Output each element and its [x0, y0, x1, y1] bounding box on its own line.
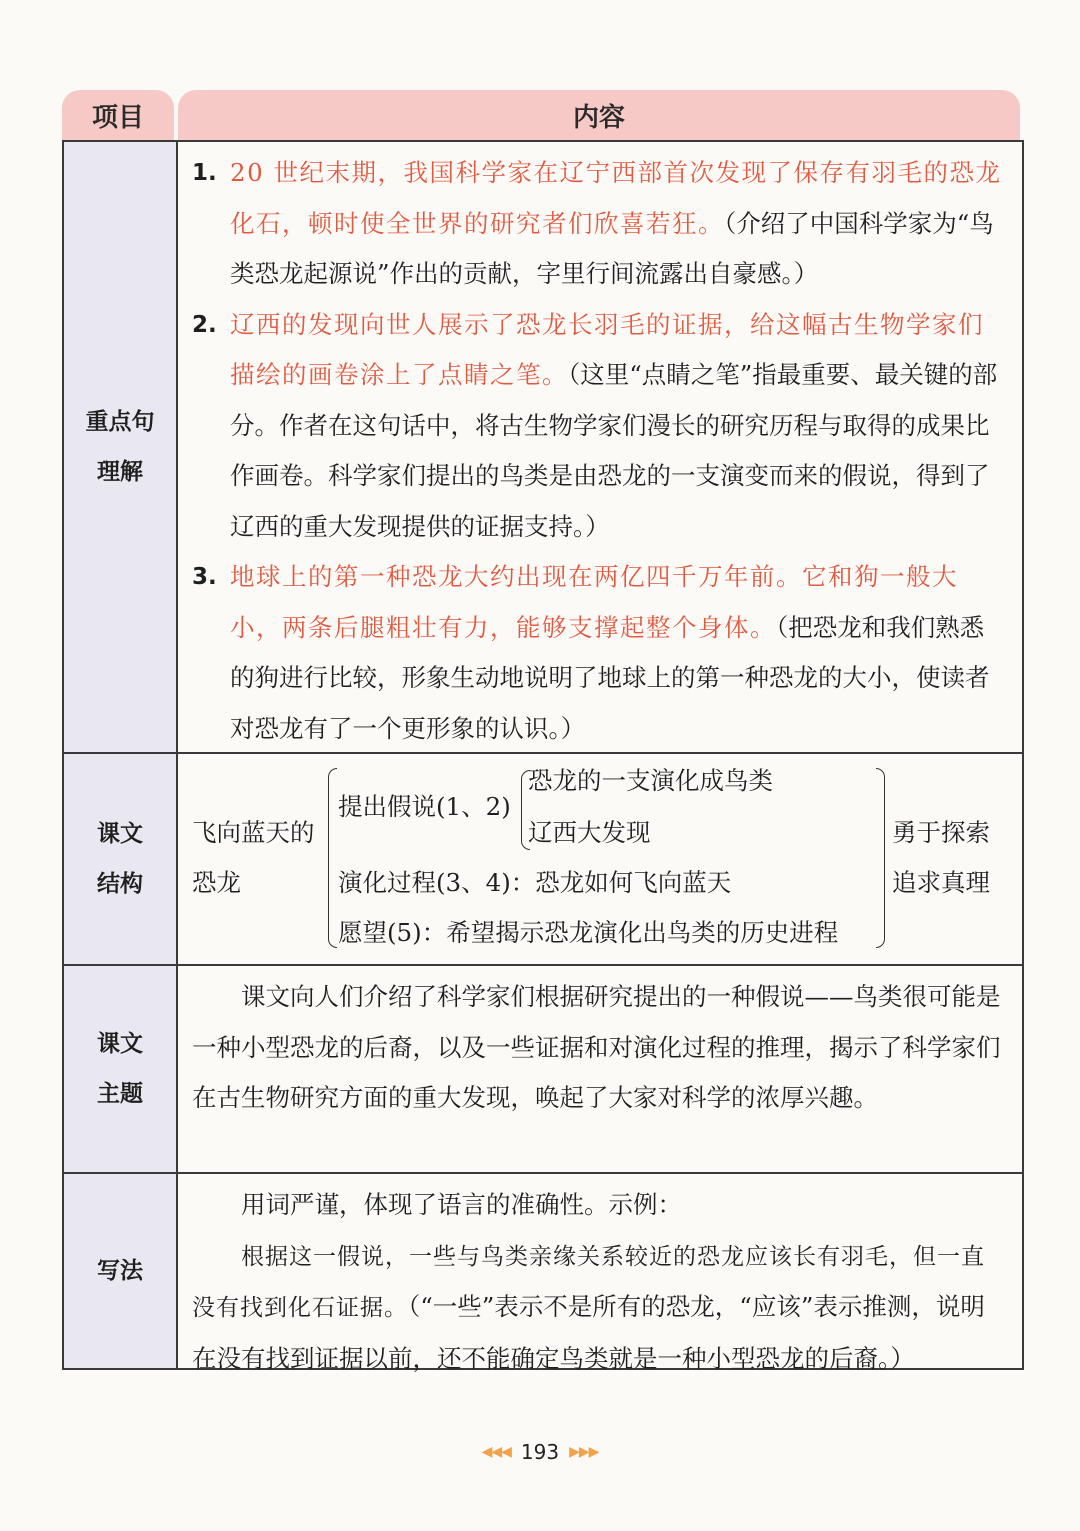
left-brace-outer: [328, 768, 337, 948]
label-line: 课文: [97, 821, 143, 847]
label-line: 重点句: [85, 409, 155, 435]
quote-text: 20 世纪末期，我国科学家在辽宁西部首次发现了保存有羽毛的恐龙化石，顿时使全世界的研究者们欣喜若狂。: [230, 158, 1002, 238]
key-sentence-3: [192, 552, 1008, 754]
item-number: 1.: [192, 160, 217, 186]
label-line: 结构: [97, 871, 143, 897]
study-table: [62, 140, 1024, 1373]
row-label-key-sentences: [64, 142, 178, 752]
key-sentence-2: [192, 300, 1008, 553]
row-label-structure: [64, 754, 178, 964]
label-line: 课文: [97, 1031, 143, 1057]
right-arrows-icon: ▶▶▶: [569, 1444, 599, 1460]
structure-part-1a: 恐龙的一支演化成鸟类: [528, 766, 773, 795]
label-line: 理解: [97, 459, 143, 485]
label-line: 主题: [97, 1081, 143, 1107]
column-header-item: 项目: [62, 90, 174, 140]
left-arrows-icon: ◀◀◀: [481, 1444, 511, 1460]
row-key-sentences: [64, 140, 1022, 752]
structure-summary-1: 勇于探索: [892, 818, 990, 847]
structure-part-1: 提出假说(1、2): [338, 792, 511, 821]
quote-text: 辽西的发现向世人展示了恐龙长羽毛的证据，给这幅古生物学家们描绘的画卷涂上了点睛之笔。: [230, 309, 984, 389]
column-header-content: 内容: [178, 90, 1020, 140]
label-line: 写法: [97, 1258, 143, 1284]
cell-structure: [178, 754, 1022, 964]
structure-summary-2: 追求真理: [892, 868, 990, 897]
writing-note: （“一些”表示不是所有的恐龙，“应该”表示推测，说明在没有找到证据以前，还不能确定鸟类就是一种小型恐龙的后裔。）: [192, 1292, 985, 1373]
item-number: 3.: [192, 564, 217, 590]
quote-text: 地球上的第一种恐龙大约出现在两亿四千万年前。它和狗一般大小，两条后腿粗壮有力，能够支撑起整个身体。: [230, 562, 958, 642]
row-structure: [64, 752, 1022, 964]
row-theme: [64, 964, 1022, 1172]
item-number: 2.: [192, 311, 217, 338]
note-text: （这里“点睛之笔”指最重要、最关键的部分。作者在这句话中，将古生物学家们漫长的研究历程与取得的成果比作画卷。科学家们提出的鸟类是由恐龙的一支演变而来的假说，得到了辽西的重大发现提供的证据支持。）: [230, 360, 998, 541]
cell-key-sentences: [178, 142, 1022, 752]
writing-example: 根据这一假说，一些与鸟类亲缘关系较近的恐龙应该长有羽毛，但一直没有找到化石证据。: [192, 1243, 985, 1321]
row-label-writing: [64, 1174, 178, 1368]
right-brace: [876, 768, 885, 948]
page-footer: [0, 1440, 1080, 1464]
row-writing: [64, 1172, 1022, 1373]
theme-text: 课文向人们介绍了科学家们根据研究提出的一种假说——鸟类很可能是一种小型恐龙的后裔，以及一些证据和对演化过程的推理，揭示了科学家们在古生物研究方面的重大发现，唤起了大家对科学的浓厚兴趣。: [192, 982, 1001, 1112]
key-sentence-1: [192, 148, 1008, 300]
note-text: （介绍了中国科学家为“鸟类恐龙起源说”作出的贡献，字里行间流露出自豪感。）: [230, 208, 994, 288]
structure-title-1: 飞向蓝天的: [192, 818, 315, 847]
page-number: 193: [520, 1440, 560, 1464]
cell-theme: [178, 966, 1022, 1172]
note-text: （把恐龙和我们熟悉的狗进行比较，形象生动地说明了地球上的第一种恐龙的大小，使读者对恐龙有了一个更形象的认识。）: [230, 612, 990, 743]
structure-part-3: 愿望(5)：希望揭示恐龙演化出鸟类的历史进程: [338, 918, 839, 947]
structure-part-1b: 辽西大发现: [528, 818, 651, 847]
writing-intro: 用词严谨，体现了语言的准确性。示例：: [241, 1190, 682, 1219]
cell-writing: [178, 1174, 1022, 1373]
structure-part-2: 演化过程(3、4)：恐龙如何飞向蓝天: [338, 868, 732, 897]
structure-title-2: 恐龙: [192, 868, 241, 897]
row-label-theme: [64, 966, 178, 1172]
